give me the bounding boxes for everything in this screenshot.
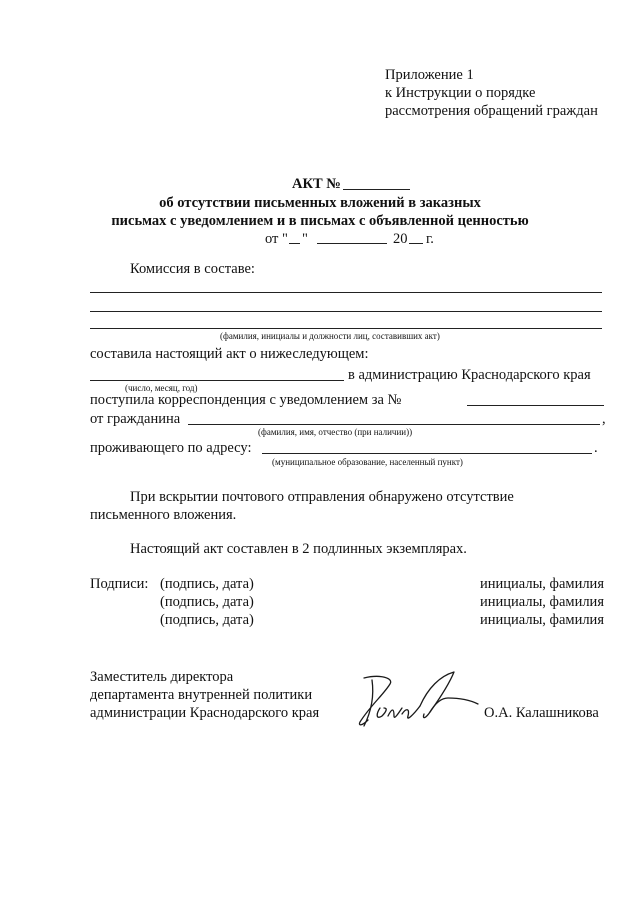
- signature-row-2-name: инициалы, фамилия: [479, 594, 604, 610]
- signer-name: О.А. Калашникова: [484, 705, 599, 721]
- appendix-line-2: к Инструкции о порядке: [385, 85, 536, 101]
- handwritten-signature: [350, 668, 480, 738]
- title-line-3: письмах с уведомлением и в письмах с объявленной ценностью: [111, 213, 529, 229]
- citizen-name-line: [188, 424, 600, 425]
- act-number-line: [343, 189, 410, 190]
- footer-line-3: администрации Краснодарского края: [90, 705, 320, 721]
- correspondence-number-line: [467, 405, 604, 406]
- date-quote: ": [302, 231, 308, 247]
- appendix-line-3: рассмотрения обращений граждан: [385, 103, 598, 119]
- signature-row-2-sign: (подпись, дата): [160, 594, 254, 610]
- date-month-line: [317, 243, 387, 244]
- address-period: .: [594, 440, 598, 456]
- composed-text: составила настоящий акт о нижеследующем:: [90, 346, 369, 362]
- correspondence-text: поступила корреспонденция с уведомлением за №: [90, 392, 402, 408]
- signature-row-1-sign: (подпись, дата): [160, 576, 254, 592]
- address-label: проживающего по адресу:: [90, 440, 252, 456]
- commission-label: Комиссия в составе:: [130, 261, 255, 277]
- date-suffix: г.: [426, 231, 434, 247]
- received-date-line: [90, 380, 344, 381]
- date-caption: (число, месяц, год): [125, 383, 198, 393]
- date-prefix: от ": [265, 231, 288, 247]
- date-year-line: [409, 243, 423, 244]
- commission-line-2: [90, 311, 602, 312]
- signatures-label: Подписи:: [90, 576, 149, 592]
- date-year: 20: [393, 231, 408, 247]
- signature-row-3-sign: (подпись, дата): [160, 612, 254, 628]
- from-citizen-text: от гражданина: [90, 411, 181, 427]
- title-line-2: об отсутствии письменных вложений в заказных: [159, 195, 481, 211]
- appendix-line-1: Приложение 1: [385, 67, 474, 83]
- name-caption: (фамилия, имя, отчество (при наличии)): [258, 427, 413, 437]
- opening-line-1: При вскрытии почтового отправления обнаружено отсутствие: [130, 489, 514, 505]
- signature-row-1-name: инициалы, фамилия: [479, 576, 604, 592]
- commission-caption: (фамилия, инициалы и должности лиц, составивших акт): [220, 331, 440, 341]
- act-title: АКТ №: [292, 176, 341, 192]
- received-in-text: в администрацию Краснодарского края: [348, 367, 591, 383]
- footer-line-1: Заместитель директора: [90, 669, 234, 685]
- signature-row-3-name: инициалы, фамилия: [479, 612, 604, 628]
- copies-text: Настоящий акт составлен в 2 подлинных экземплярах.: [130, 541, 467, 557]
- date-day-line: [289, 243, 300, 244]
- address-line: [262, 453, 592, 454]
- citizen-comma: ,: [602, 411, 606, 427]
- commission-line-3: [90, 328, 602, 329]
- footer-line-2: департамента внутренней политики: [90, 687, 313, 703]
- address-caption: (муниципальное образование, населенный пункт): [272, 457, 463, 467]
- commission-line-1: [90, 292, 602, 293]
- opening-line-2: письменного вложения.: [90, 507, 237, 523]
